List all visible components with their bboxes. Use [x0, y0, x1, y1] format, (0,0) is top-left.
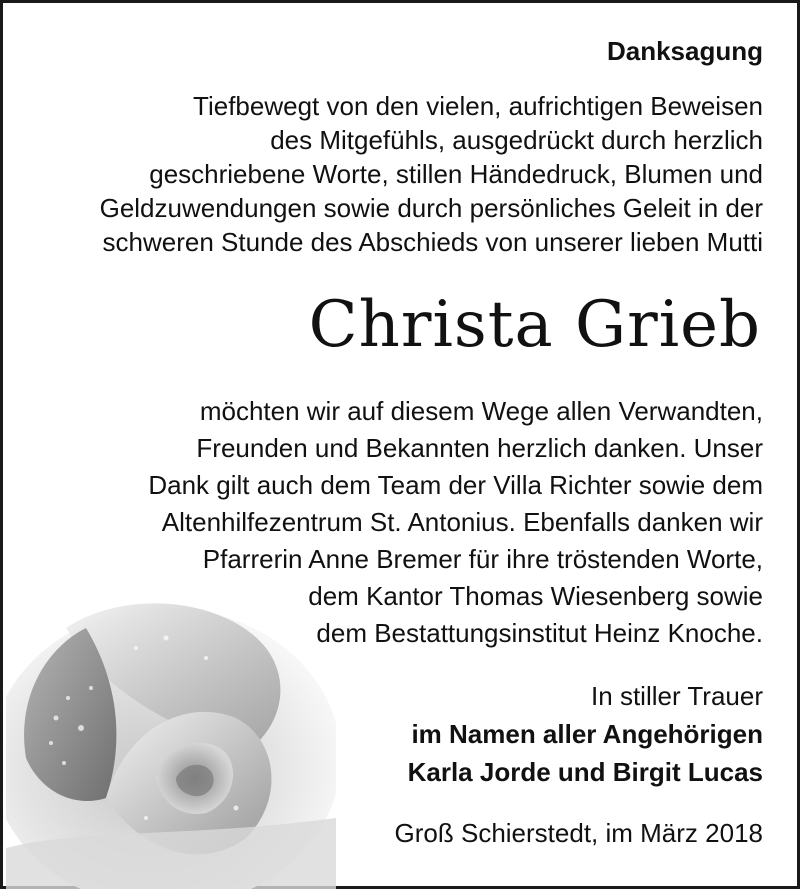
thanks-paragraph — [148, 393, 763, 652]
thanks-line: möchten wir auf diesem Wege allen Verwandten, — [199, 396, 763, 426]
intro-line: Tiefbewegt von den vielen, aufrichtigen Beweisen — [193, 91, 763, 121]
intro-line: geschriebene Worte, stillen Händedruck, Blumen und — [149, 159, 763, 189]
thanks-line: Pfarrerin Anne Bremer für ihre tröstenden Worte, — [202, 544, 763, 574]
signature-block — [408, 677, 763, 791]
deceased-name: Christa Grieb — [308, 288, 761, 362]
thanks-line: dem Bestattungsinstitut Heinz Knoche. — [316, 618, 763, 648]
intro-line: schweren Stunde des Abschieds von unserer lieben Mutti — [102, 227, 763, 257]
intro-paragraph — [100, 89, 763, 259]
thanks-line: Dank gilt auch dem Team der Villa Richter sowie dem — [148, 470, 763, 500]
intro-line: des Mitgefühls, ausgedrückt durch herzlich — [270, 125, 763, 155]
mourning-line: In stiller Trauer — [591, 681, 763, 711]
thanks-line: Altenhilfezentrum St. Antonius. Ebenfalls danken wir — [161, 507, 763, 537]
heading: Danksagung — [606, 36, 763, 66]
thanks-line: Freunden und Bekannten herzlich danken. Unser — [196, 433, 763, 463]
mourner-names: Karla Jorde und Birgit Lucas — [407, 757, 763, 787]
intro-line: Geldzuwendungen sowie durch persönliches Geleit in der — [99, 193, 763, 223]
thanks-line: dem Kantor Thomas Wiesenberg sowie — [308, 581, 763, 611]
on-behalf-line: im Namen aller Angehörigen — [411, 719, 763, 749]
place-date: Groß Schierstedt, im März 2018 — [394, 818, 763, 848]
